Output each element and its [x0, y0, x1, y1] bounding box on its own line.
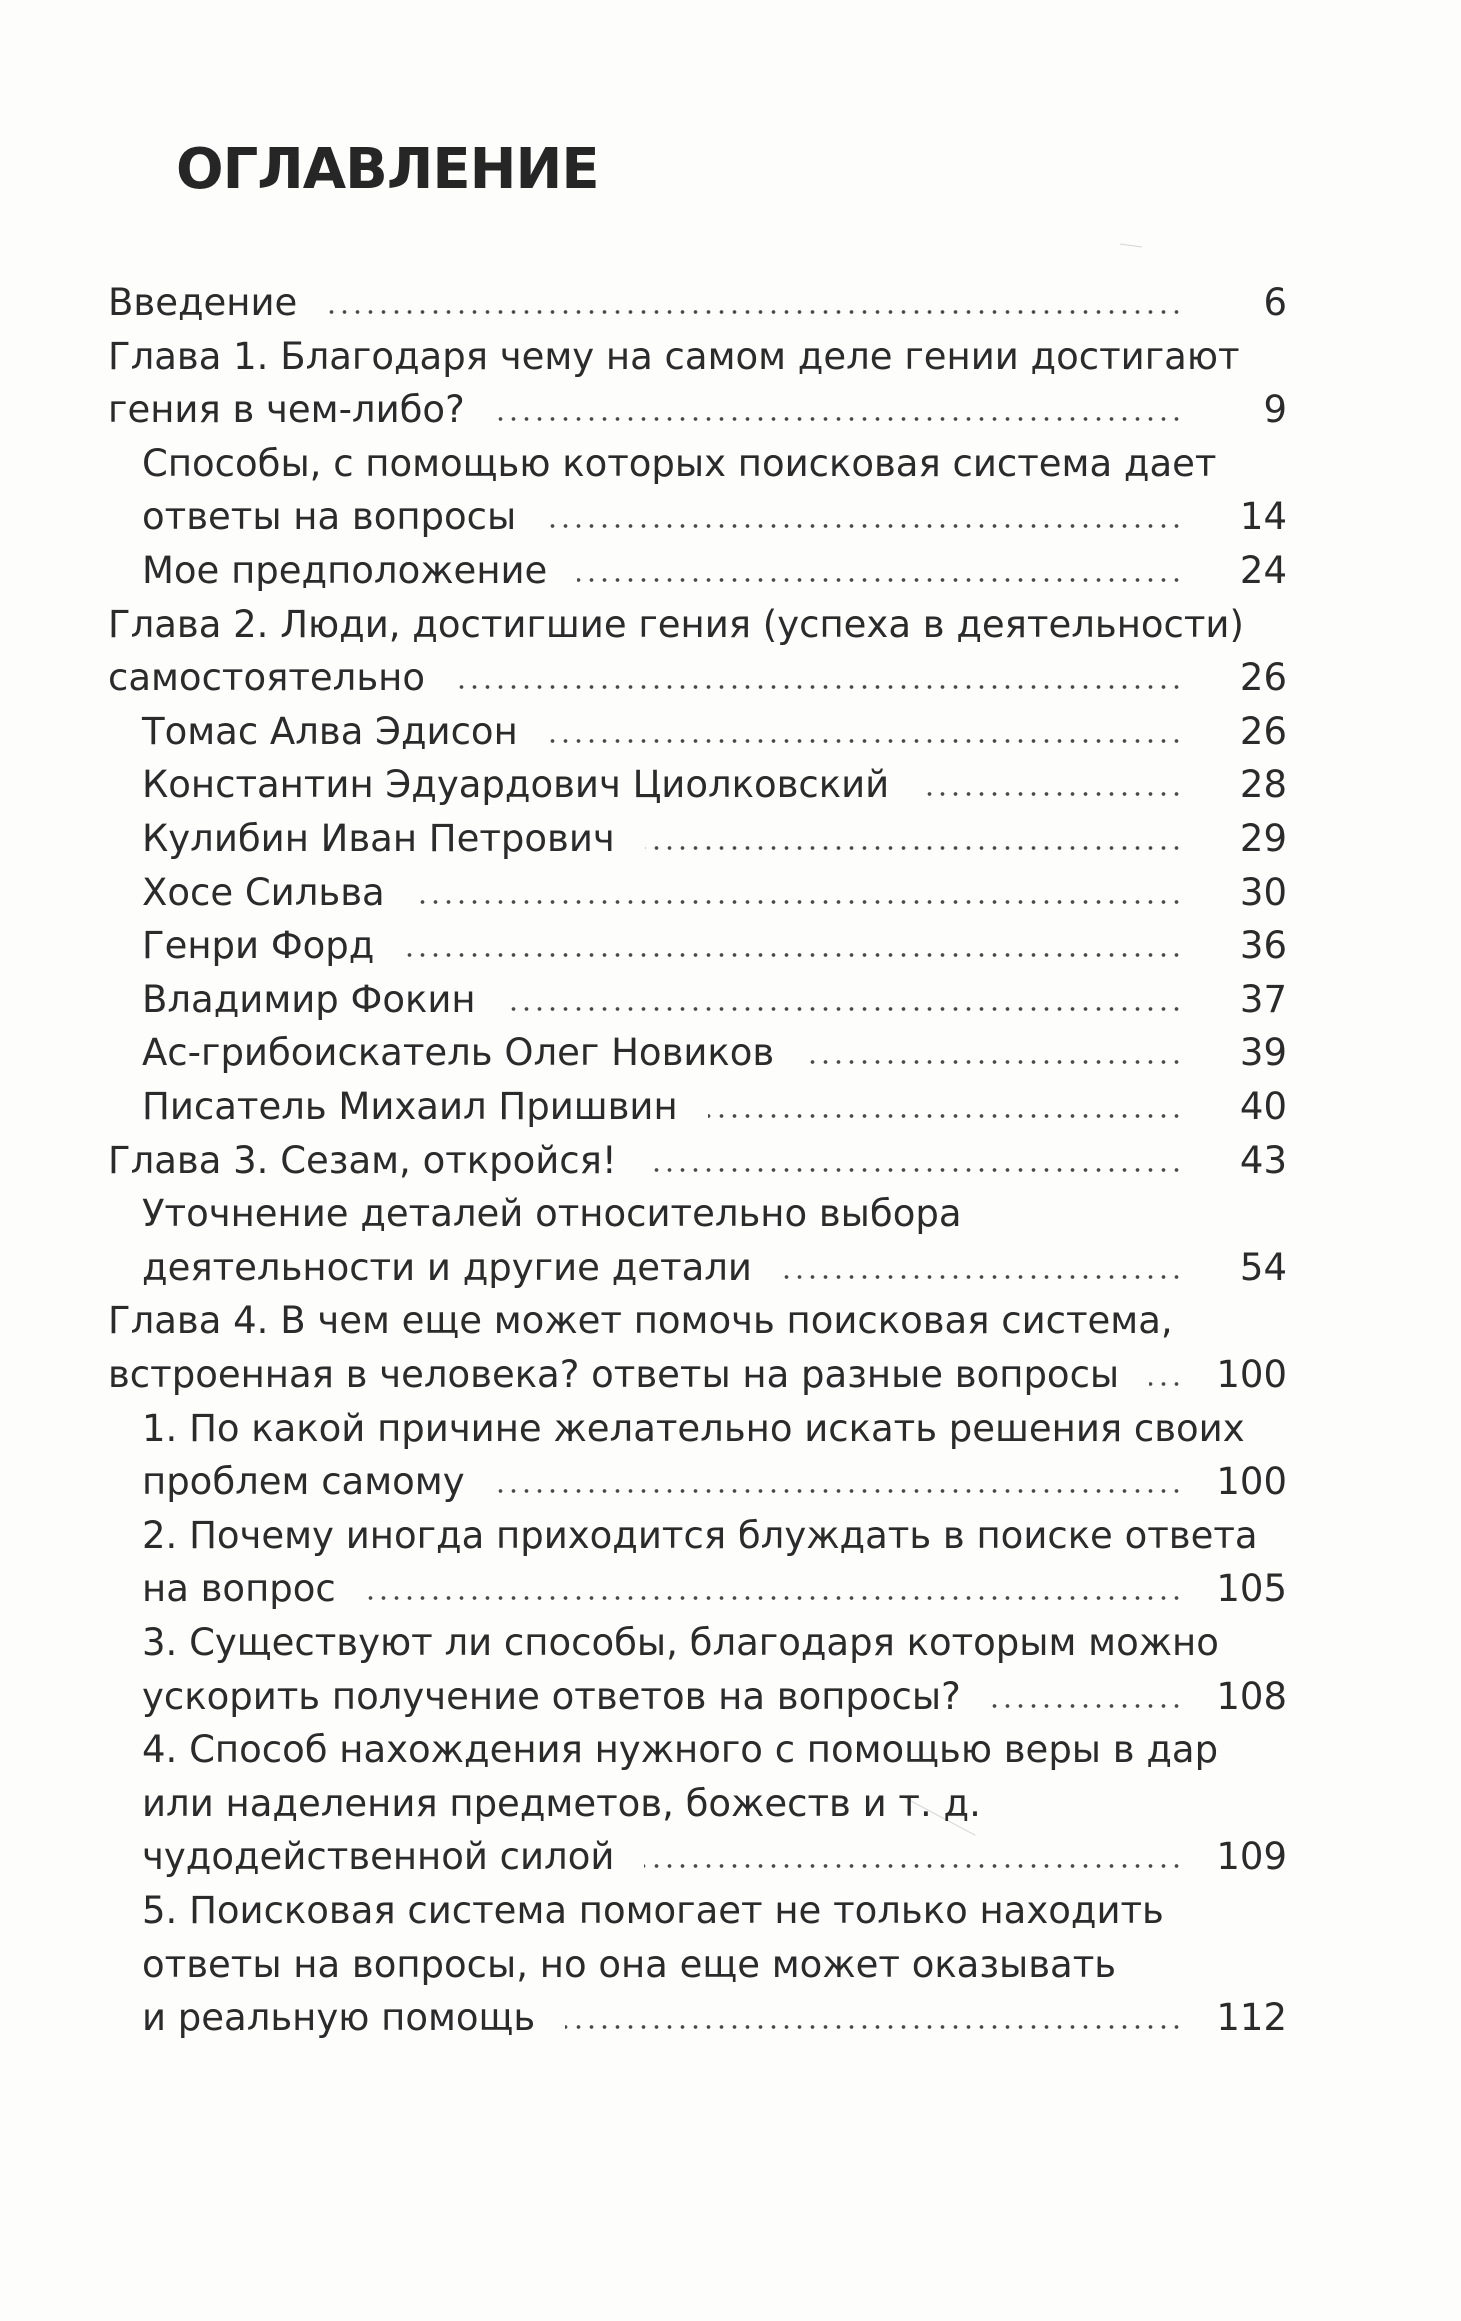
dot-leader: [804, 1026, 1183, 1080]
toc-entry-title: Ас-грибоискатель Олег Новиков: [142, 1031, 775, 1074]
toc-page-number: 100: [1216, 1460, 1287, 1503]
toc-entry-title: ускорить получение ответов на вопросы?: [142, 1675, 961, 1718]
toc-page-number: 14: [1239, 495, 1287, 538]
toc-entry-title: Способы, с помощью которых поисковая система дает: [142, 442, 1217, 485]
toc-entry-last-line: [0, 1348, 1461, 1402]
toc-entry-title: 5. Поисковая система помогает не только находить: [142, 1889, 1164, 1932]
toc-page-number: 24: [1239, 549, 1287, 592]
toc-page-number: 109: [1216, 1835, 1287, 1878]
toc-page-number: 9: [1263, 388, 1287, 431]
toc-entry-last-line: [0, 544, 1461, 598]
dot-leader: [708, 1080, 1183, 1134]
toc-entry-title: встроенная в человека? ответы на разные вопросы: [108, 1353, 1120, 1396]
toc-entry-line: [0, 1187, 1461, 1241]
toc-entry-title: Писатель Михаил Пришвин: [142, 1085, 678, 1128]
toc-page-number: 36: [1239, 924, 1287, 967]
toc-entry-last-line: [0, 1991, 1461, 2045]
toc-entry-title: ответы на вопросы, но она еще может оказывать: [142, 1943, 1117, 1986]
dot-leader: [645, 812, 1183, 866]
toc-entry-title: Глава 4. В чем еще может помочь поисковая система,: [108, 1299, 1173, 1342]
toc-page-number: 40: [1239, 1085, 1287, 1128]
toc-entry-title: Кулибин Иван Петрович: [142, 817, 615, 860]
toc-page-number: 39: [1239, 1031, 1287, 1074]
toc-entry-last-line: [0, 1026, 1461, 1080]
toc-entry-title: 3. Существуют ли способы, благодаря которым можно: [142, 1621, 1219, 1664]
dot-leader: [327, 276, 1183, 330]
toc-entry-last-line: [0, 490, 1461, 544]
toc-entry-title: Уточнение деталей относительно выбора: [142, 1192, 962, 1235]
dot-leader: [782, 1241, 1183, 1295]
toc-entry-title: самостоятельно: [108, 656, 425, 699]
toc-entry-title: Введение: [108, 281, 298, 324]
dot-leader: [415, 866, 1183, 920]
dot-leader: [495, 383, 1183, 437]
toc-entry-last-line: [0, 919, 1461, 973]
toc-entry-last-line: [0, 1241, 1461, 1295]
toc-page-number: 30: [1239, 871, 1287, 914]
toc-entry-last-line: [0, 758, 1461, 812]
toc-page-number: 26: [1239, 656, 1287, 699]
toc-entry-title: Владимир Фокин: [142, 978, 476, 1021]
toc-entry-line: [0, 1294, 1461, 1348]
toc-entry-line: [0, 437, 1461, 491]
dot-leader: [1149, 1348, 1183, 1402]
dot-leader: [647, 1134, 1183, 1188]
toc-page-number: 26: [1239, 710, 1287, 753]
toc-entry-title: гения в чем-либо?: [108, 388, 465, 431]
dot-leader: [366, 1562, 1183, 1616]
toc-entry-last-line: [0, 1830, 1461, 1884]
toc-entry-line: [0, 1884, 1461, 1938]
dot-leader: [404, 919, 1183, 973]
dot-leader: [919, 758, 1183, 812]
toc-entry-last-line: [0, 1670, 1461, 1724]
toc-entry-line: [0, 1402, 1461, 1456]
toc-entry-line: [0, 1509, 1461, 1563]
toc-page-number: 108: [1216, 1675, 1287, 1718]
toc-entry-title: Генри Форд: [142, 924, 375, 967]
dot-leader: [644, 1830, 1183, 1884]
toc-entry-line: [0, 598, 1461, 652]
toc-entry-last-line: [0, 383, 1461, 437]
toc-page-number: 112: [1216, 1996, 1287, 2039]
toc-entry-title: деятельности и другие детали: [142, 1246, 752, 1289]
toc-entry-last-line: [0, 973, 1461, 1027]
toc-entry-line: [0, 1616, 1461, 1670]
toc-page-number: 6: [1263, 281, 1287, 324]
toc-entry-title: Глава 3. Сезам, откройся!: [108, 1139, 617, 1182]
dot-leader: [565, 1991, 1183, 2045]
toc-page-number: 105: [1216, 1567, 1287, 1610]
toc-entry-last-line: [0, 866, 1461, 920]
toc-entry-line: [0, 1938, 1461, 1992]
toc-entry-title: ответы на вопросы: [142, 495, 517, 538]
toc-page-number: 54: [1239, 1246, 1287, 1289]
toc-entry-title: и реальную помощь: [142, 1996, 536, 2039]
toc-entry-title: или наделения предметов, божеств и т. д.: [142, 1782, 981, 1825]
toc-entry-last-line: [0, 812, 1461, 866]
toc-entry-last-line: [0, 651, 1461, 705]
toc-entry-last-line: [0, 1455, 1461, 1509]
toc-entry-last-line: [0, 1080, 1461, 1134]
toc-entry-title: чудодейственной силой: [142, 1835, 615, 1878]
toc-entry-line: [0, 1777, 1461, 1831]
toc-entry-title: проблем самому: [142, 1460, 465, 1503]
toc-page-number: 28: [1239, 763, 1287, 806]
toc-page-number: 43: [1239, 1139, 1287, 1182]
dot-leader: [548, 705, 1183, 759]
toc-entry-title: Глава 2. Люди, достигшие гения (успеха в деятельности): [108, 603, 1244, 646]
toc-entry-line: [0, 1723, 1461, 1777]
dot-leader: [577, 544, 1183, 598]
toc-page-number: 100: [1216, 1353, 1287, 1396]
toc-entry-last-line: [0, 1134, 1461, 1188]
toc-entry-title: 4. Способ нахождения нужного с помощью веры в дар: [142, 1728, 1219, 1771]
dot-leader: [506, 973, 1183, 1027]
toc-entry-last-line: [0, 276, 1461, 330]
dot-leader: [546, 490, 1183, 544]
toc-entry-title: Томас Алва Эдисон: [142, 710, 518, 753]
toc-entry-title: 2. Почему иногда приходится блуждать в поиске ответа: [142, 1514, 1258, 1557]
dot-leader: [991, 1670, 1183, 1724]
toc-entry-title: Хосе Сильва: [142, 871, 385, 914]
toc-entry-last-line: [0, 1562, 1461, 1616]
toc-entry-title: Константин Эдуардович Циолковский: [142, 763, 890, 806]
toc-page-number: 37: [1239, 978, 1287, 1021]
toc-entry-title: на вопрос: [142, 1567, 336, 1610]
dot-leader: [455, 651, 1183, 705]
page-title: ОГЛАВЛЕНИЕ: [176, 137, 599, 202]
toc-entry-title: Мое предположение: [142, 549, 548, 592]
toc-entry-last-line: [0, 705, 1461, 759]
dot-leader: [495, 1455, 1183, 1509]
toc-entry-line: [0, 330, 1461, 384]
toc-page-number: 29: [1239, 817, 1287, 860]
toc-entry-title: Глава 1. Благодаря чему на самом деле гении достигают: [108, 335, 1240, 378]
toc-entry-title: 1. По какой причине желательно искать решения своих: [142, 1407, 1245, 1450]
